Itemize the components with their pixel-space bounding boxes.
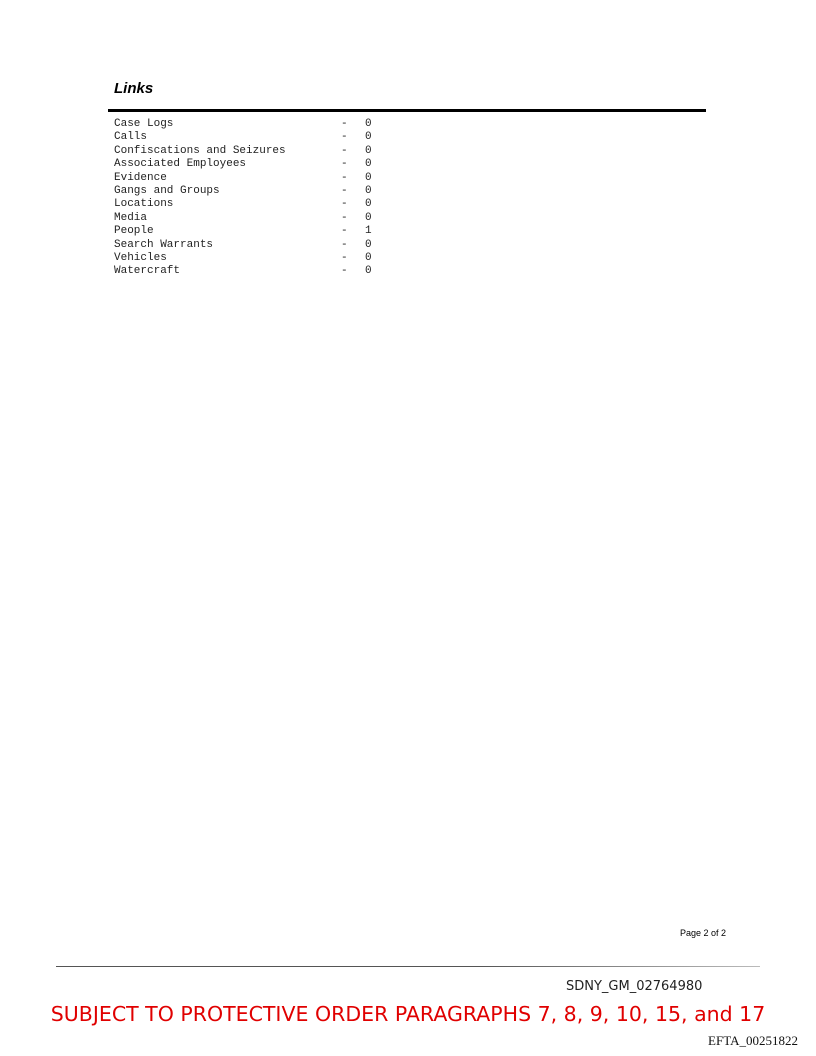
section-title: Links <box>114 80 154 97</box>
link-separator: - <box>341 225 348 238</box>
link-count: 0 <box>365 131 372 144</box>
link-label: Watercraft <box>114 265 181 278</box>
link-row <box>114 265 372 278</box>
link-count: 0 <box>365 184 372 197</box>
link-count: 0 <box>365 118 372 130</box>
link-separator: - <box>341 238 348 251</box>
link-separator: - <box>341 158 348 171</box>
link-count: 0 <box>365 251 372 264</box>
link-label: Confiscations and Seizures <box>114 144 286 157</box>
link-label: Media <box>114 211 148 224</box>
link-separator: - <box>341 251 348 264</box>
link-separator: - <box>341 211 348 224</box>
link-separator: - <box>341 198 348 211</box>
link-label: Case Logs <box>114 118 174 130</box>
link-separator: - <box>341 171 348 184</box>
link-separator: - <box>341 144 348 157</box>
link-count: 0 <box>365 238 372 251</box>
link-separator: - <box>341 184 348 197</box>
link-row <box>114 171 372 185</box>
link-row <box>114 238 372 252</box>
link-label: Locations <box>114 198 174 211</box>
protective-order-notice: SUBJECT TO PROTECTIVE ORDER PARAGRAPHS 7, 8, 9, 10, 15, and 17 <box>50 1002 766 1026</box>
link-count: 0 <box>365 211 372 224</box>
link-separator: - <box>341 131 348 144</box>
link-count: 0 <box>365 171 372 184</box>
links-list <box>114 118 372 279</box>
link-row <box>114 131 372 144</box>
section-divider <box>108 109 706 112</box>
link-label: Calls <box>114 131 148 144</box>
link-count: 0 <box>365 144 372 157</box>
link-label: Associated Employees <box>114 158 247 171</box>
link-count: 1 <box>365 225 372 238</box>
link-row <box>114 144 372 158</box>
link-row <box>114 158 372 171</box>
link-row <box>114 184 372 198</box>
link-row <box>114 225 372 238</box>
link-row <box>114 198 372 211</box>
page-number: Page 2 of 2 <box>679 928 726 938</box>
link-separator: - <box>341 265 348 278</box>
document-id: EFTA_00251822 <box>708 1033 798 1048</box>
link-label: Vehicles <box>114 251 167 264</box>
link-label: People <box>114 225 154 238</box>
link-count: 0 <box>365 158 372 171</box>
link-row <box>114 251 372 265</box>
footer-divider <box>56 966 760 967</box>
link-count: 0 <box>365 265 372 278</box>
link-row <box>114 118 372 131</box>
link-count: 0 <box>365 198 372 211</box>
bates-number: SDNY_GM_02764980 <box>566 979 703 994</box>
link-label: Evidence <box>114 171 167 184</box>
link-label: Search Warrants <box>114 238 214 251</box>
link-separator: - <box>341 118 348 130</box>
link-row <box>114 211 372 225</box>
link-label: Gangs and Groups <box>114 184 220 197</box>
